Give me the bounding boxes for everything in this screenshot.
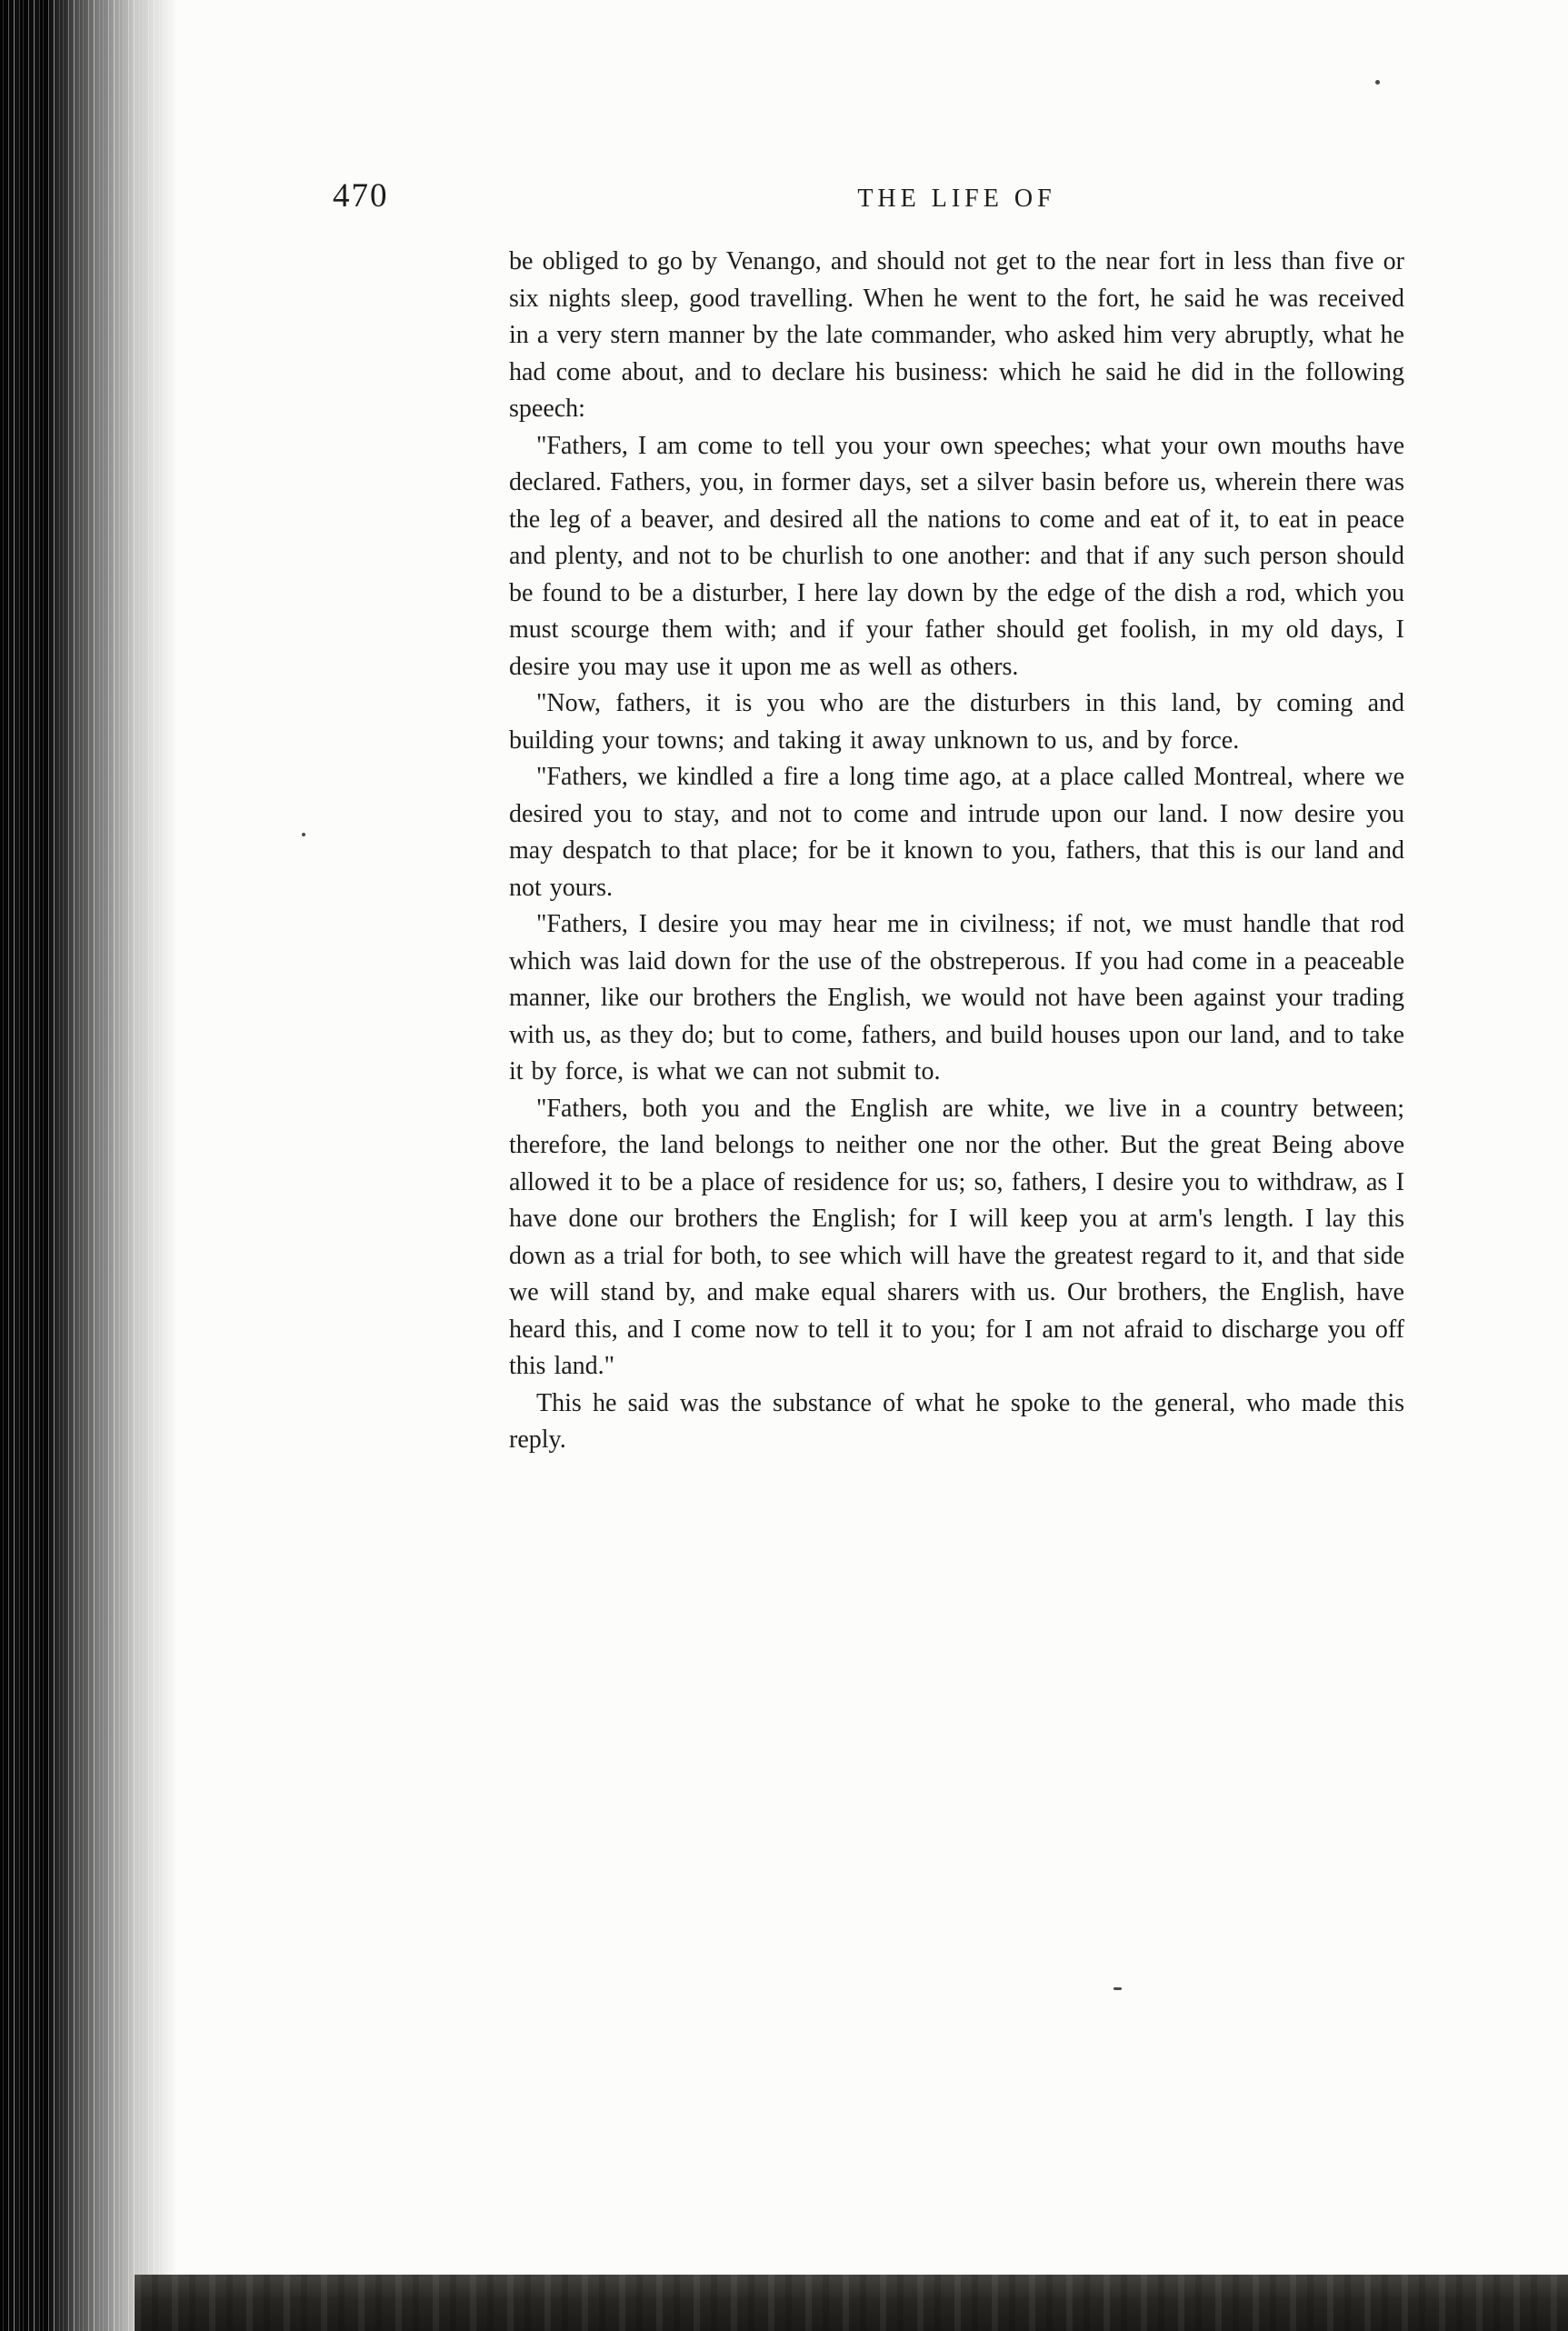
paragraph: "Fathers, I am come to tell you your own speeches; what your own mouths have declared. Fathers, you, in former days, set a silver basin before us, wherein there was the leg of a beaver, and desired all the nations to come and eat of it, to eat in peace and plenty, and not to be churlish to one another: and that if any such person should be found to be a disturber, I here lay down by the edge of the dish a rod, which you must scourge them with; and if your father should get foolish, in my old days, I desire you may use it upon me as well as others.	[509, 431, 1404, 681]
paragraph: "Fathers, we kindled a fire a long time ago, at a place called Montreal, where we desired you to stay, and not to come and intrude upon our land. I now desire you may despatch to that place; for be it known to you, fathers, that this is our land and not yours.	[509, 763, 1404, 902]
running-header: THE LIFE OF	[857, 185, 1056, 213]
page-number: 470	[333, 177, 389, 215]
page-body	[509, 244, 1404, 1459]
scan-bottom-edge	[135, 2275, 1568, 2331]
scan-artifact-dot	[1375, 80, 1380, 85]
book-binding-shadow	[0, 0, 177, 2331]
paragraph: "Fathers, both you and the English are white, we live in a country between; therefore, the land belongs to neither one nor the other. But the great Being above allowed it to be a place of residence for us; so, fathers, I desire you to withdraw, as I have done our brothers the English; for I will keep you at arm's length. I lay this down as a trial for both, to see which will have the greatest regard to it, and that side we will stand by, and make equal sharers with us. Our brothers, the English, have heard this, and I come now to tell it to you; for I am not afraid to discharge you off this land."	[509, 1094, 1404, 1380]
scan-artifact-dot	[302, 833, 305, 836]
paragraph: be obliged to go by Venango, and should not get to the near fort in less than five or six nights sleep, good travelling. When he went to the fort, he said he was received in a very stern manner by the late commander, who asked him very abruptly, what he had come about, and to declare his business: which he said he did in the following speech:	[509, 247, 1404, 423]
scan-artifact-dot	[1114, 1987, 1122, 1990]
paragraph: "Fathers, I desire you may hear me in civilness; if not, we must handle that rod which was laid down for the use of the obstreperous. If you had come in a peaceable manner, like our brothers the English, we would not have been against your trading with us, as they do; but to come, fathers, and build houses upon our land, and to take it by force, is what we can not submit to.	[509, 910, 1404, 1085]
paragraph: "Now, fathers, it is you who are the disturbers in this land, by coming and building your towns; and taking it away unknown to us, and by force.	[509, 689, 1404, 755]
paragraph: This he said was the substance of what he spoke to the general, who made this reply.	[509, 1388, 1404, 1454]
